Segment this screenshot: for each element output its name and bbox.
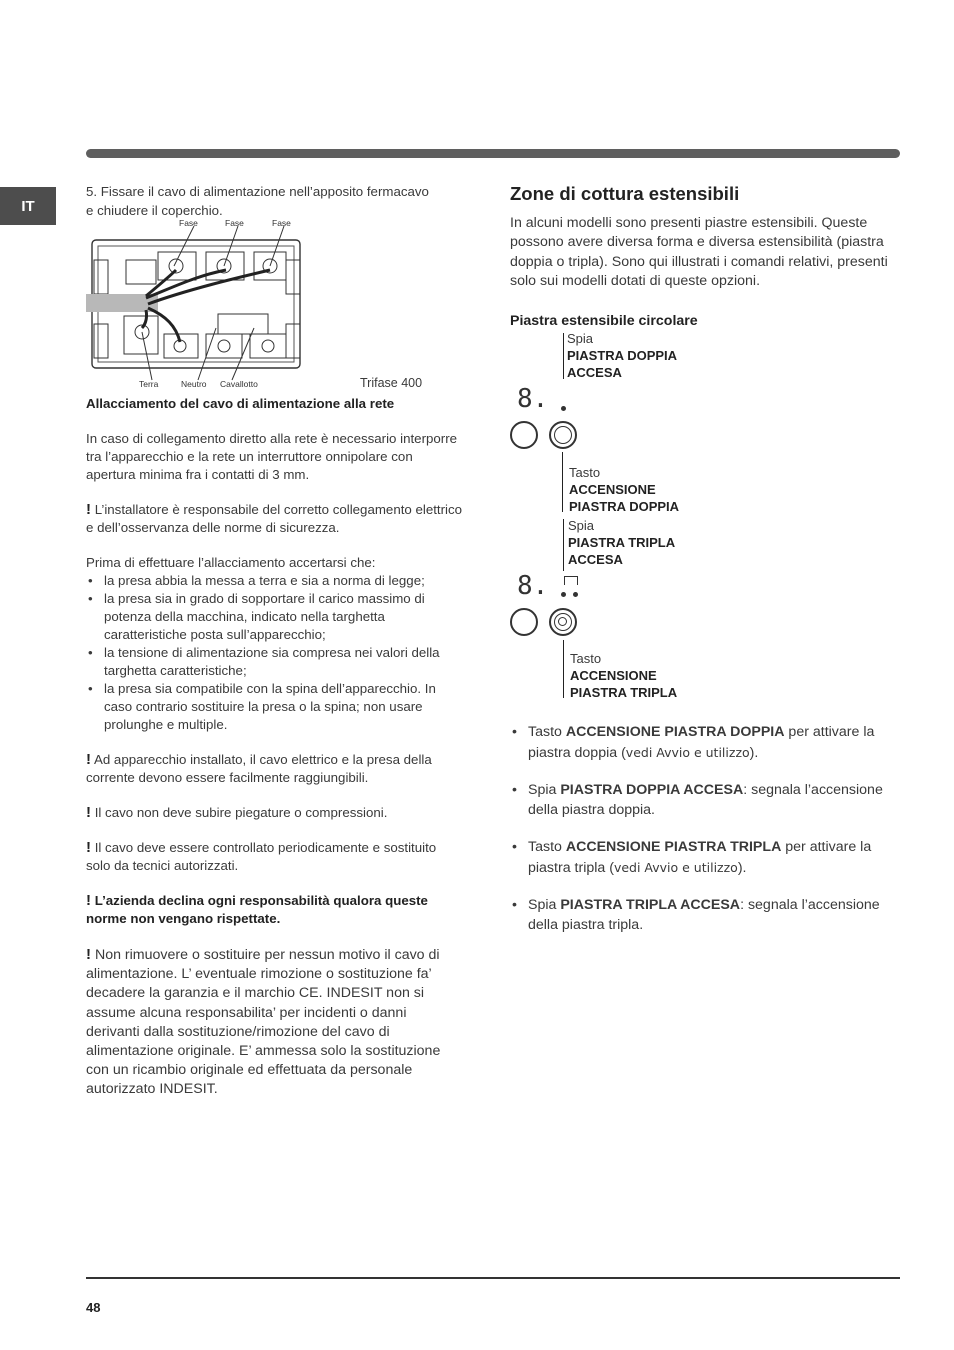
bullet-bold: PIASTRA TRIPLA ACCESA: [560, 897, 741, 913]
indicator-led-tripla-1: [561, 592, 566, 597]
list-item: [510, 723, 890, 763]
bullet-pre: Spia: [528, 782, 561, 798]
language-tab: IT: [0, 187, 56, 225]
warning-installer: [86, 501, 464, 537]
bullet-bold: ACCENSIONE PIASTRA TRIPLA: [565, 839, 782, 855]
indicator-led-tripla-2: [573, 592, 578, 597]
leader-line: [563, 640, 564, 698]
leader-line: [562, 452, 563, 512]
header-bar: [86, 149, 900, 158]
bullet-end: ).: [737, 859, 747, 876]
footer-rule: [86, 1277, 900, 1279]
bullet-end: ).: [749, 744, 759, 761]
warning-bending-text: Il cavo non deve subire piegature o compressioni.: [94, 805, 388, 820]
subheading: Piastra estensibile circolare: [510, 313, 698, 329]
section-heading: Allacciamento del cavo di alimentazione alla rete: [86, 396, 395, 411]
step5-text: [86, 182, 429, 220]
display-digit-doppia: 8.: [517, 384, 549, 414]
label-spia-tripla: [568, 517, 675, 568]
label-fase-1: Fase: [179, 218, 198, 228]
double-zone-button[interactable]: [549, 421, 577, 449]
list-item: [510, 896, 890, 935]
warning-bending: [86, 804, 464, 822]
label-line: PIASTRA TRIPLA: [570, 685, 678, 700]
label-line: Tasto: [569, 465, 601, 480]
label-fase-3: Fase: [272, 218, 291, 228]
warning-liability-text: L’azienda declina ogni responsabilità qualora queste norme non vengano rispettate.: [86, 893, 428, 926]
warning-inspection-text: Il cavo deve essere controllato periodicamente e sostituito solo da tecnici autorizzati.: [86, 840, 437, 873]
warning-icon: !: [86, 804, 91, 821]
list-item: • la tensione di alimentazione sia compresa nei valori della targhetta caratteristiche;: [86, 644, 464, 680]
triple-zone-button[interactable]: [549, 608, 577, 636]
bullet-bold: ACCENSIONE PIASTRA DOPPIA: [565, 724, 785, 740]
power-button-icon[interactable]: [510, 421, 538, 449]
label-line: PIASTRA DOPPIA: [567, 348, 678, 363]
label-line: PIASTRA TRIPLA: [568, 535, 676, 550]
warning-inspection: [86, 839, 464, 875]
label-line: ACCESA: [568, 552, 623, 567]
warning-cable-removal: [86, 945, 464, 1100]
label-line: Spia: [567, 331, 594, 346]
intro-checklist: Prima di effettuare l’allacciamento accertarsi che:: [86, 555, 376, 570]
cross-reference: vedi Avvio e utilizzo: [613, 859, 738, 875]
label-terra: Terra: [139, 379, 159, 389]
power-button-icon[interactable]: [510, 608, 538, 636]
bullet-pre: Tasto: [528, 724, 566, 740]
page-number: 48: [86, 1300, 101, 1315]
label-tasto-tripla: [570, 650, 677, 701]
label-line: Spia: [568, 518, 595, 533]
leader-line: [563, 519, 564, 571]
page-title: Zone di cottura estensibili: [510, 183, 740, 204]
list-item: • la presa sia compatibile con la spina dell’apparecchio. In caso contrario sostituire la presa o la spina; non usare prolunghe e multiple.: [86, 680, 464, 734]
warning-accessible-text: Ad apparecchio installato, il cavo elettrico e la presa della corrente devono essere facilmente raggiungibili.: [86, 752, 432, 785]
warning-liability: [86, 892, 464, 928]
bullet-post: : segnala l’accensione della piastra tripla.: [528, 897, 880, 933]
warning-icon: !: [86, 501, 91, 518]
indicator-led-doppia: [561, 406, 566, 411]
terminal-block-drawing: [86, 216, 426, 394]
bullet-post: per attivare la piastra doppia (: [528, 724, 875, 761]
bullet-bold: PIASTRA DOPPIA ACCESA: [560, 782, 744, 798]
warning-icon: !: [86, 751, 91, 768]
list-item: • la presa sia in grado di sopportare il carico massimo di potenza della macchina, indicato nella targhetta caratteristiche posta sull’apparecchio;: [86, 590, 464, 644]
figure-caption: Trifase 400: [360, 376, 423, 390]
triple-zone-outer-ring-icon: [554, 613, 572, 631]
para-direct-connection: In caso di collegamento diretto alla rete è necessario interporre tra l’apparecchio e la rete un interruttore onnipolare con apertura minima fra i contatti di 3 mm.: [86, 431, 458, 482]
label-neutro: Neutro: [181, 379, 207, 389]
bracket-icon: [564, 576, 578, 585]
list-item: • la presa abbia la messa a terra e sia a norma di legge;: [86, 572, 464, 590]
bullet-post: : segnala l’accensione della piastra doppia.: [528, 782, 883, 818]
controls-explanation-list: [510, 723, 890, 935]
display-digit-tripla: 8.: [517, 571, 549, 601]
label-cavallotto: Cavallotto: [220, 379, 258, 389]
label-tasto-doppia: [569, 464, 679, 515]
terminal-block-figure: [86, 216, 426, 394]
step5-line2: e chiudere il coperchio.: [86, 203, 223, 218]
label-line: ACCESA: [567, 365, 622, 380]
label-line: PIASTRA DOPPIA: [569, 499, 680, 514]
bullet-post: per attivare la piastra tripla (: [528, 839, 872, 876]
intro-text: In alcuni modelli sono presenti piastre estensibili. Queste possono avere diversa forma e diversa estensibilità (piastra doppia o tripla). Sono qui illustrati i comandi relativi, presenti solo sui modelli dotati di queste opzioni.: [510, 215, 888, 289]
warning-installer-text: L’installatore è responsabile del corretto collegamento elettrico e dell’osservanza delle norme di sicurezza.: [86, 502, 463, 535]
label-line: ACCENSIONE: [570, 668, 657, 683]
triple-zone-inner-ring-icon: [558, 617, 567, 626]
label-line: ACCENSIONE: [569, 482, 656, 497]
bullet-pre: Tasto: [528, 839, 566, 855]
double-zone-icon: [554, 426, 572, 444]
list-item: [510, 781, 890, 820]
list-item: [510, 838, 890, 878]
warning-icon: !: [86, 946, 91, 963]
checklist: [86, 572, 464, 734]
label-fase-2: Fase: [225, 218, 244, 228]
bullet-pre: Spia: [528, 897, 561, 913]
label-spia-doppia: [567, 330, 677, 381]
warning-icon: !: [86, 839, 91, 856]
step5-line1: 5. Fissare il cavo di alimentazione nell’apposito fermacavo: [86, 184, 429, 199]
cross-reference: vedi Avvio e utilizzo: [625, 744, 750, 760]
leader-line: [563, 333, 564, 379]
warning-cable-removal-text: Non rimuovere o sostituire per nessun motivo il cavo di alimentazione. L’ eventuale rimozione o sostituzione fa’ decadere la garanzia e il marchio CE. INDESIT non si assume alcuna responsabilita’ per incidenti o danni derivanti dalla sostituzione/rimozione del cavo di alimentazione originale. E’ ammessa solo la sostituzione con un ricambio originale ed effettuata da personale autorizzato INDESIT.: [86, 947, 441, 1098]
warning-accessible: [86, 751, 464, 787]
label-line: Tasto: [570, 651, 602, 666]
warning-icon: !: [86, 892, 91, 909]
